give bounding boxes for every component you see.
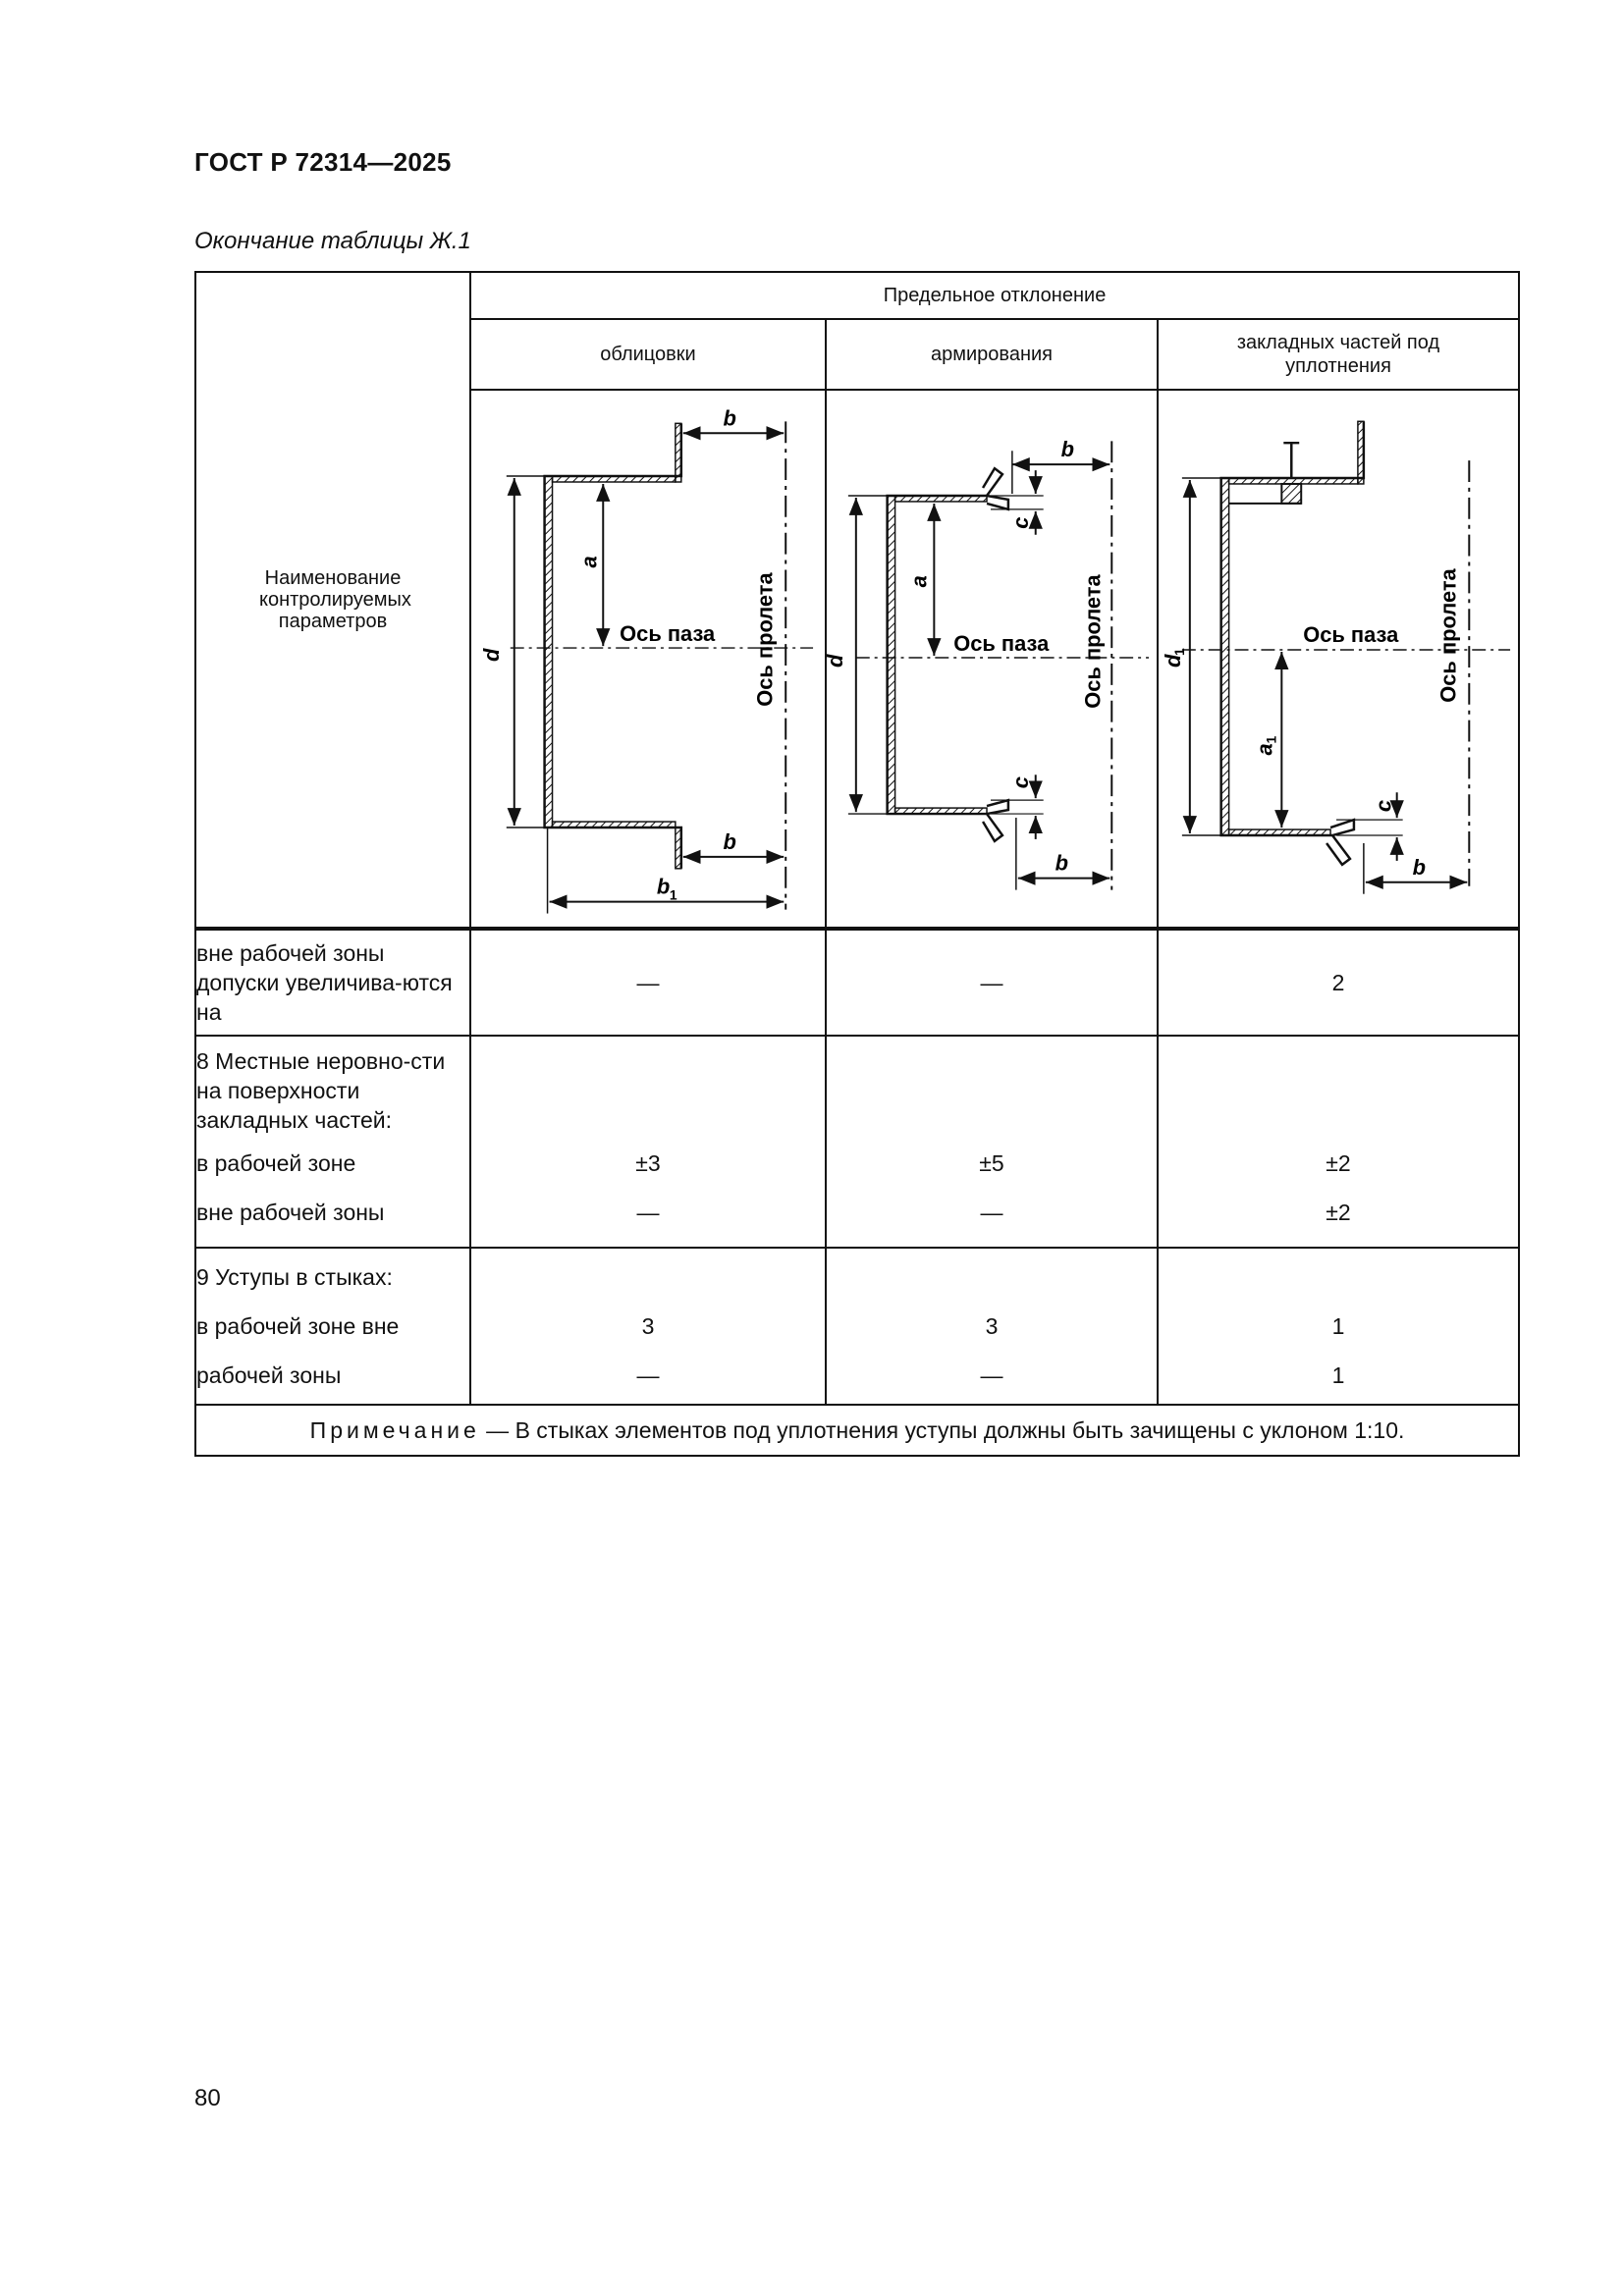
label-c-top: c — [1007, 516, 1033, 529]
row-8-embedded — [1158, 1036, 1519, 1248]
label-b-top: b — [723, 405, 736, 431]
row-9-sub-outside: рабочей зоны — [196, 1362, 342, 1388]
label-axis-groove: Ось паза — [620, 621, 716, 647]
group-header: Предельное отклонение — [470, 272, 1519, 319]
label-a: a — [576, 556, 602, 568]
row-8-name-cell — [195, 1036, 470, 1248]
label-c-bottom: c — [1007, 776, 1033, 789]
label-c: c — [1371, 799, 1396, 813]
note-label: Примечание — [309, 1417, 480, 1443]
label-a1: a — [1252, 743, 1277, 756]
label-d1: d — [1160, 654, 1185, 667]
figure-cladding — [471, 391, 825, 927]
row-8-embedded-working: ±2 — [1326, 1150, 1351, 1176]
table-caption: Окончание таблицы Ж.1 — [194, 228, 471, 254]
figure-reinforcement-cell — [822, 390, 1158, 928]
row-header-text: Наименование контролируемых параметров — [259, 567, 411, 632]
row-9-cladding-working: 3 — [641, 1313, 655, 1339]
tolerance-table — [194, 271, 1520, 1457]
label-b1: b — [656, 874, 671, 899]
row-outside-zone-cladding: — — [470, 930, 826, 1036]
label-axis-span: Ось пролета — [1435, 568, 1461, 703]
document-id: ГОСТ Р 72314—2025 — [194, 147, 452, 177]
label-a1-sub: 1 — [1263, 735, 1279, 744]
row-9-embedded — [1158, 1248, 1519, 1405]
col-header-embedded-parts — [1158, 319, 1519, 390]
label-b-bottom: b — [723, 828, 736, 854]
figure-embedded-parts-cell — [1158, 390, 1519, 928]
row-8-cladding-working: ±3 — [635, 1150, 661, 1176]
label-axis-groove: Ось паза — [953, 631, 1050, 657]
label-d: d — [822, 654, 847, 667]
row-9-reinforcement-outside: — — [980, 1362, 1003, 1388]
col-header-cladding: облицовки — [470, 319, 826, 390]
label-b-bottom: b — [1055, 850, 1068, 876]
row-outside-zone-name: вне рабочей зоны допуски увеличива-ются на — [195, 930, 470, 1036]
label-d1-sub: 1 — [1170, 648, 1187, 657]
row-header-cell — [195, 272, 470, 928]
row-outside-zone-reinforcement: — — [826, 930, 1158, 1036]
row-9-reinforcement-working: 3 — [985, 1313, 999, 1339]
row-8-reinforcement-outside: — — [980, 1200, 1003, 1225]
row-9-sub-working: в рабочей зоне вне — [196, 1313, 400, 1339]
label-axis-span: Ось пролета — [752, 572, 778, 707]
row-8-cladding — [470, 1036, 826, 1248]
note-text: — В стыках элементов под уплотнения уступы должны быть зачищены с уклоном 1:10. — [479, 1417, 1405, 1443]
row-9-embedded-outside: 1 — [1331, 1362, 1345, 1388]
row-9-cladding-outside: — — [636, 1362, 660, 1388]
row-8-reinforcement-working: ±5 — [979, 1150, 1004, 1176]
label-b: b — [1412, 854, 1426, 880]
row-8-sub-outside: вне рабочей зоны — [196, 1200, 385, 1225]
table-note — [195, 1405, 1519, 1456]
row-8-embedded-outside: ±2 — [1326, 1200, 1351, 1225]
row-8-reinforcement — [826, 1036, 1158, 1248]
label-axis-span: Ось пролета — [1080, 574, 1106, 709]
label-axis-groove: Ось паза — [1303, 622, 1399, 648]
row-9-title: 9 Уступы в стыках: — [196, 1264, 393, 1290]
label-b-top: b — [1060, 437, 1074, 462]
row-outside-zone-embedded: 2 — [1158, 930, 1519, 1036]
row-9-reinforcement — [826, 1248, 1158, 1405]
figure-embedded-parts — [1159, 391, 1518, 927]
col-header-embedded-parts-text: закладных частей под уплотнения — [1236, 332, 1440, 377]
figure-cladding-cell — [470, 390, 826, 928]
row-8-title: 8 Местные неровно-сти на поверхности закладных частей: — [196, 1048, 446, 1133]
label-d: d — [478, 648, 504, 662]
col-header-reinforcement: армирования — [826, 319, 1158, 390]
label-a: a — [906, 575, 932, 588]
row-8-sub-working: в рабочей зоне — [196, 1150, 356, 1176]
row-9-embedded-working: 1 — [1331, 1313, 1345, 1339]
page-number: 80 — [194, 2085, 221, 2111]
label-b1-sub: 1 — [669, 886, 677, 903]
row-8-cladding-outside: — — [636, 1200, 660, 1225]
row-9-cladding — [470, 1248, 826, 1405]
figure-reinforcement — [822, 391, 1157, 927]
row-9-name-cell — [195, 1248, 470, 1405]
